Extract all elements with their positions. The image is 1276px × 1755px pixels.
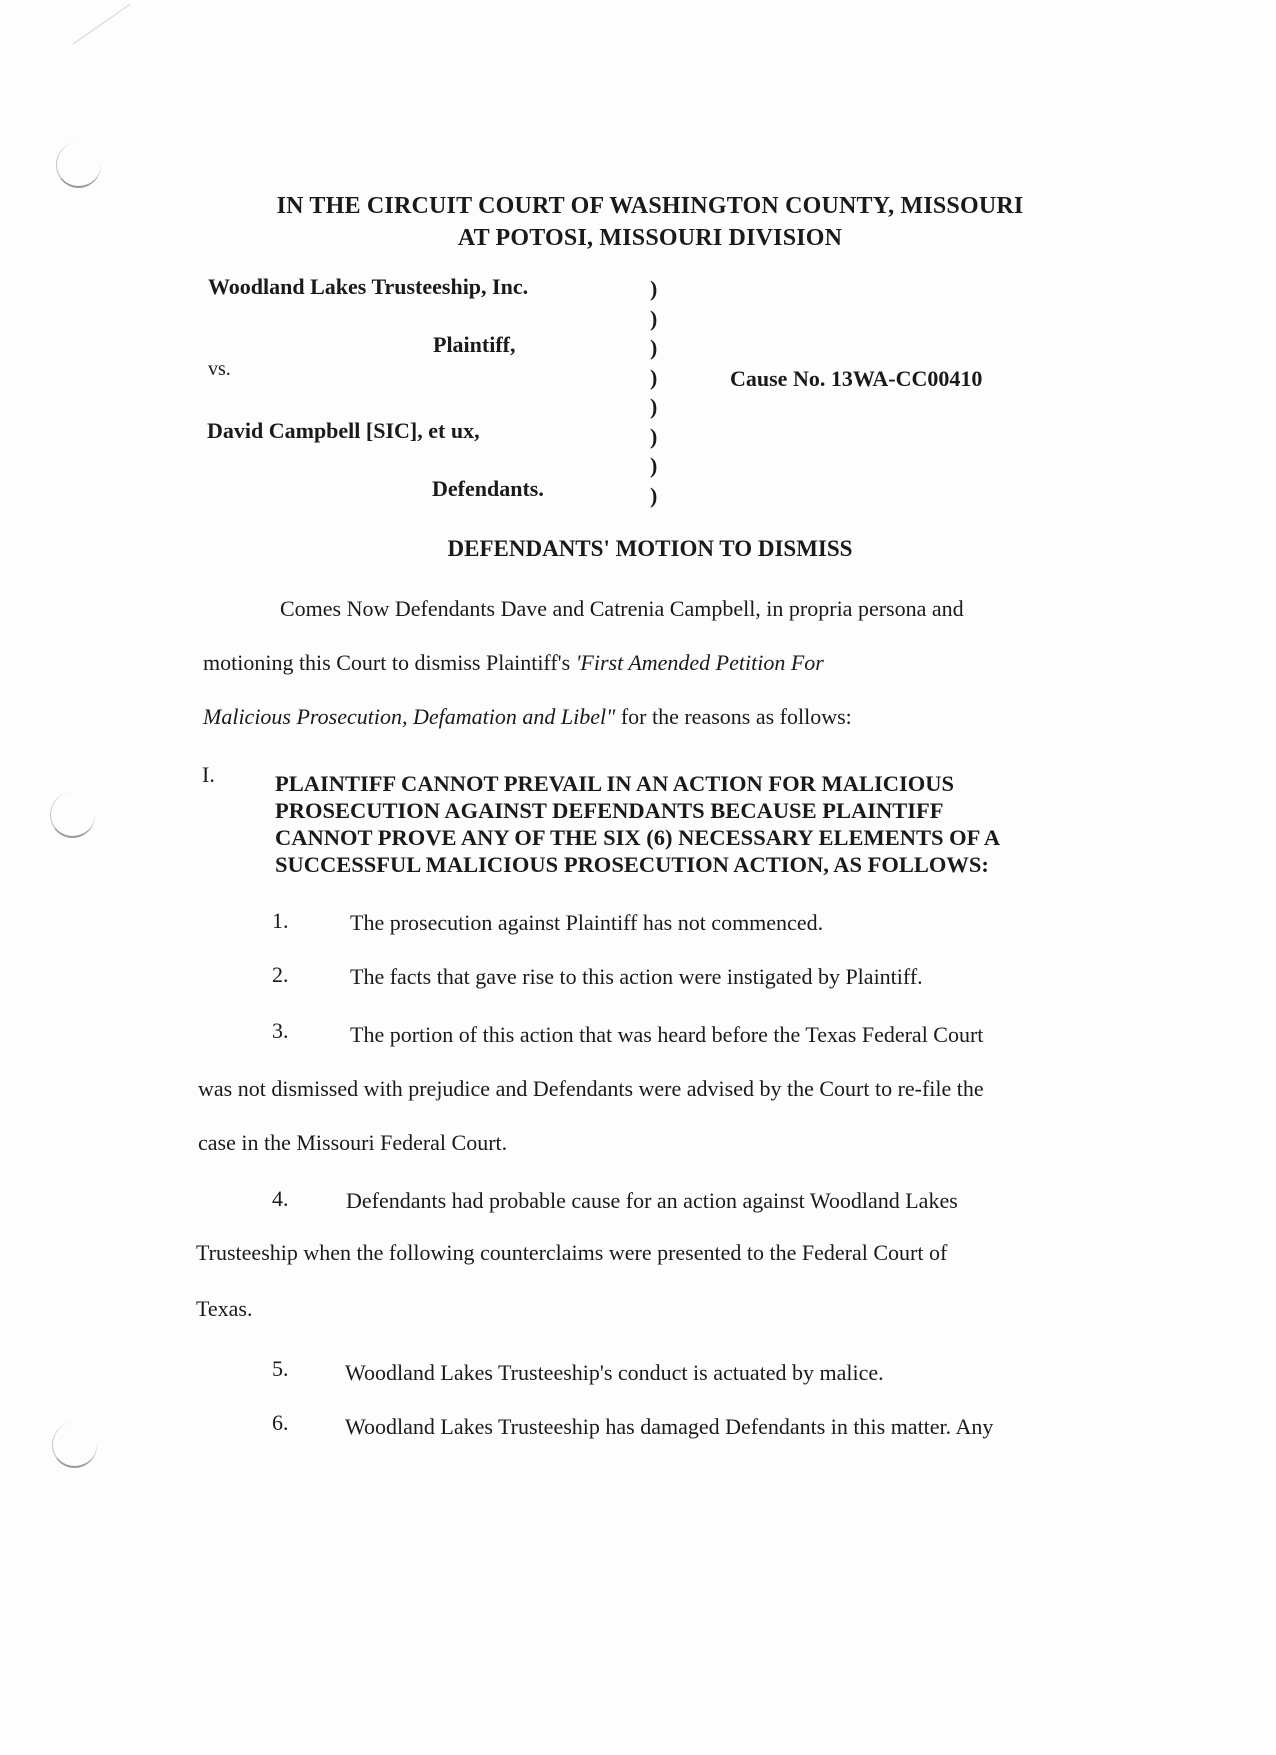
versus: vs. [208, 358, 231, 380]
section-heading-line: PLAINTIFF CANNOT PREVAIL IN AN ACTION FOR MALICIOUS [275, 771, 955, 796]
intro-line-2-text: motioning this Court to dismiss Plaintiff's [203, 650, 576, 675]
paren: ) [650, 394, 658, 419]
intro-line-3-text: for the reasons as follows: [615, 704, 852, 729]
punch-hole-middle [50, 792, 95, 838]
plaintiff-name: Woodland Lakes Trusteeship, Inc. [208, 274, 529, 299]
item-number: 2. [272, 962, 289, 987]
petition-title-part-1: 'First Amended Petition For [575, 650, 824, 675]
petition-title-part-2: Malicious Prosecution, Defamation and Libel" [203, 704, 616, 729]
paren: ) [650, 453, 658, 478]
plaintiff-role: Plaintiff, [433, 332, 516, 357]
item-number: 4. [272, 1186, 289, 1211]
section-heading-line: SUCCESSFUL MALICIOUS PROSECUTION ACTION, AS FOLLOWS: [275, 852, 989, 877]
item-3-line-2: was not dismissed with prejudice and Defendants were advised by the Court to re-file the [198, 1076, 984, 1101]
section-numeral: I. [202, 762, 215, 787]
item-4-line-3: Texas. [196, 1296, 253, 1321]
cause-number: Cause No. 13WA-CC00410 [730, 366, 983, 391]
paren: ) [650, 335, 658, 360]
section-heading [275, 770, 1000, 878]
item-3-line-1: The portion of this action that was heard before the Texas Federal Court [350, 1022, 984, 1047]
item-number: 6. [272, 1410, 289, 1435]
item-number: 3. [272, 1018, 289, 1043]
item-1-text: The prosecution against Plaintiff has not commenced. [350, 910, 824, 935]
punch-hole-bottom [52, 1422, 97, 1468]
item-6-text: Woodland Lakes Trusteeship has damaged Defendants in this matter. Any [345, 1414, 994, 1439]
motion-title: DEFENDANTS' MOTION TO DISMISS [447, 536, 853, 561]
paren: ) [650, 364, 658, 390]
item-number: 5. [272, 1356, 289, 1381]
court-title-line-2: AT POTOSI, MISSOURI DIVISION [457, 225, 843, 251]
intro-line-3 [203, 704, 852, 730]
paren: ) [650, 305, 658, 331]
court-title [200, 190, 1100, 254]
court-title-line-1: IN THE CIRCUIT COURT OF WASHINGTON COUNTY, MISSOURI [276, 193, 1024, 219]
intro-line-1: Comes Now Defendants Dave and Catrenia Campbell, in propria persona and [280, 596, 964, 621]
caption-parentheses [650, 274, 657, 510]
item-4-line-2: Trusteeship when the following counterclaims were presented to the Federal Court of [196, 1240, 948, 1265]
paren: ) [650, 276, 658, 301]
item-5-text: Woodland Lakes Trusteeship's conduct is actuated by malice. [345, 1360, 884, 1385]
item-number: 1. [272, 908, 289, 933]
defendant-name: David Campbell [SIC], et ux, [207, 418, 480, 443]
item-3-line-3: case in the Missouri Federal Court. [198, 1130, 508, 1155]
scan-mark [73, 4, 154, 78]
paren: ) [650, 482, 658, 508]
intro-line-2 [203, 650, 824, 676]
defendant-role: Defendants. [432, 476, 544, 501]
paren: ) [650, 423, 658, 449]
section-heading-line: PROSECUTION AGAINST DEFENDANTS BECAUSE PLAINTIFF [275, 798, 944, 823]
section-heading-line: CANNOT PROVE ANY OF THE SIX (6) NECESSARY ELEMENTS OF A [275, 825, 1001, 850]
item-2-text: The facts that gave rise to this action were instigated by Plaintiff. [350, 964, 923, 989]
item-4-line-1: Defendants had probable cause for an action against Woodland Lakes [346, 1188, 958, 1213]
punch-hole-top [56, 142, 101, 188]
